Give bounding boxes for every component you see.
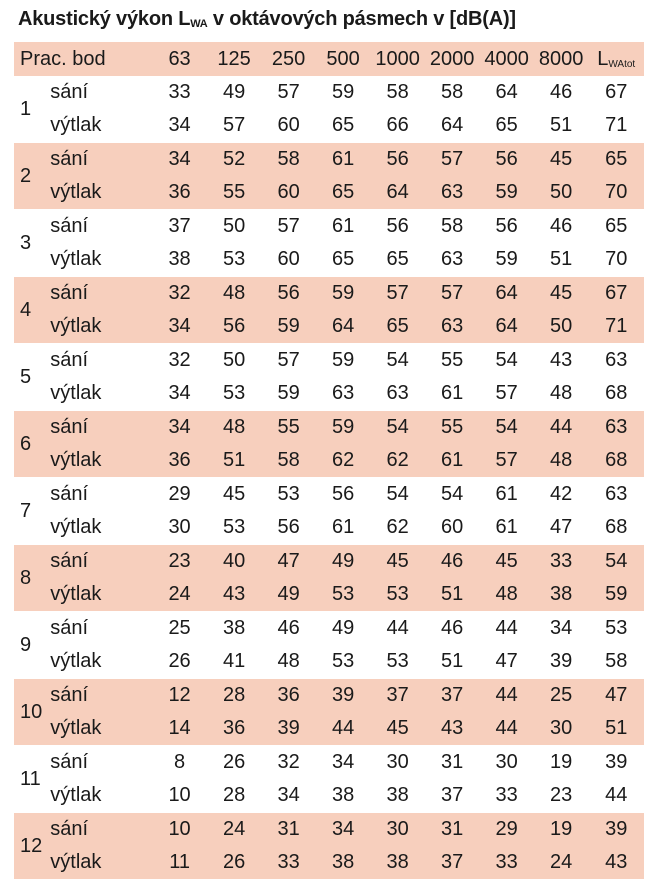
band-value-cell: 23 <box>534 779 589 813</box>
mode-label: sání <box>44 143 152 177</box>
band-value-cell: 28 <box>207 679 262 713</box>
band-value-cell: 60 <box>261 243 316 277</box>
band-value-cell: 37 <box>152 210 207 244</box>
band-value-cell: 53 <box>370 645 425 679</box>
band-value-cell: 24 <box>152 578 207 612</box>
band-value-cell: 54 <box>425 478 480 512</box>
band-value-cell: 45 <box>534 277 589 311</box>
band-value-cell: 24 <box>207 813 262 847</box>
band-value-cell: 24 <box>534 846 589 879</box>
title-text-end: v oktávových pásmech v [dB(A)] <box>208 8 516 30</box>
band-value-cell: 46 <box>534 210 589 244</box>
operating-point-number: 8 <box>14 545 44 612</box>
band-value-cell: 33 <box>479 846 534 879</box>
table-row <box>14 779 644 813</box>
band-value-cell: 37 <box>370 679 425 713</box>
band-value-cell: 63 <box>316 377 371 411</box>
band-value-cell: 52 <box>207 143 262 177</box>
band-value-cell: 33 <box>261 846 316 879</box>
band-value-cell: 53 <box>316 578 371 612</box>
band-value-cell: 32 <box>152 344 207 378</box>
band-value-cell: 57 <box>425 277 480 311</box>
band-value-cell: 53 <box>207 243 262 277</box>
header-row <box>14 42 644 76</box>
band-value-cell: 58 <box>425 210 480 244</box>
band-value-cell: 64 <box>479 76 534 109</box>
band-value-cell: 26 <box>152 645 207 679</box>
table-row <box>14 377 644 411</box>
band-value-cell: 48 <box>534 377 589 411</box>
table-row <box>14 478 644 512</box>
band-value-cell: 53 <box>316 645 371 679</box>
band-value-cell: 58 <box>261 143 316 177</box>
table-row <box>14 444 644 478</box>
operating-point-number: 6 <box>14 411 44 478</box>
table-row <box>14 746 644 780</box>
table-row <box>14 344 644 378</box>
band-value-cell: 54 <box>370 344 425 378</box>
band-value-cell: 34 <box>152 377 207 411</box>
band-value-cell: 56 <box>370 143 425 177</box>
band-value-cell: 55 <box>261 411 316 445</box>
band-value-cell: 57 <box>425 143 480 177</box>
band-value-cell: 44 <box>316 712 371 746</box>
band-value-cell: 30 <box>152 511 207 545</box>
total-value-cell: 65 <box>588 210 644 244</box>
band-value-cell: 63 <box>425 176 480 210</box>
header-band-125: 125 <box>207 42 262 76</box>
band-value-cell: 49 <box>207 76 262 109</box>
band-value-cell: 50 <box>534 176 589 210</box>
band-value-cell: 62 <box>316 444 371 478</box>
band-value-cell: 12 <box>152 679 207 713</box>
band-value-cell: 51 <box>425 578 480 612</box>
band-value-cell: 34 <box>152 411 207 445</box>
band-value-cell: 55 <box>207 176 262 210</box>
band-value-cell: 34 <box>316 813 371 847</box>
table-row <box>14 310 644 344</box>
band-value-cell: 55 <box>425 411 480 445</box>
band-value-cell: 36 <box>207 712 262 746</box>
band-value-cell: 47 <box>261 545 316 579</box>
band-value-cell: 26 <box>207 846 262 879</box>
band-value-cell: 14 <box>152 712 207 746</box>
total-value-cell: 71 <box>588 310 644 344</box>
band-value-cell: 38 <box>370 846 425 879</box>
band-value-cell: 51 <box>534 109 589 143</box>
total-value-cell: 71 <box>588 109 644 143</box>
band-value-cell: 53 <box>207 511 262 545</box>
table-row <box>14 578 644 612</box>
band-value-cell: 58 <box>261 444 316 478</box>
band-value-cell: 56 <box>207 310 262 344</box>
band-value-cell: 49 <box>316 612 371 646</box>
table-row <box>14 277 644 311</box>
band-value-cell: 43 <box>534 344 589 378</box>
header-total <box>588 42 644 76</box>
table-row <box>14 545 644 579</box>
band-value-cell: 34 <box>152 310 207 344</box>
total-value-cell: 59 <box>588 578 644 612</box>
band-value-cell: 31 <box>261 813 316 847</box>
band-value-cell: 63 <box>370 377 425 411</box>
operating-point-number: 1 <box>14 76 44 143</box>
band-value-cell: 56 <box>479 210 534 244</box>
band-value-cell: 57 <box>207 109 262 143</box>
band-value-cell: 53 <box>261 478 316 512</box>
band-value-cell: 49 <box>316 545 371 579</box>
band-value-cell: 33 <box>152 76 207 109</box>
band-value-cell: 55 <box>425 344 480 378</box>
header-total-subscript: WAtot <box>608 59 635 70</box>
operating-point-number: 3 <box>14 210 44 277</box>
band-value-cell: 50 <box>534 310 589 344</box>
band-value-cell: 59 <box>261 377 316 411</box>
band-value-cell: 28 <box>207 779 262 813</box>
mode-label: sání <box>44 746 152 780</box>
band-value-cell: 57 <box>261 76 316 109</box>
table-row <box>14 411 644 445</box>
band-value-cell: 51 <box>534 243 589 277</box>
band-value-cell: 30 <box>370 746 425 780</box>
band-value-cell: 38 <box>534 578 589 612</box>
table-row <box>14 846 644 879</box>
band-value-cell: 51 <box>207 444 262 478</box>
band-value-cell: 23 <box>152 545 207 579</box>
band-value-cell: 62 <box>370 444 425 478</box>
total-value-cell: 63 <box>588 344 644 378</box>
band-value-cell: 37 <box>425 779 480 813</box>
total-value-cell: 70 <box>588 176 644 210</box>
band-value-cell: 46 <box>534 76 589 109</box>
band-value-cell: 47 <box>534 511 589 545</box>
mode-label: výtlak <box>44 779 152 813</box>
band-value-cell: 65 <box>316 243 371 277</box>
mode-label: sání <box>44 210 152 244</box>
band-value-cell: 61 <box>425 444 480 478</box>
total-value-cell: 65 <box>588 143 644 177</box>
header-band-8000: 8000 <box>534 42 589 76</box>
band-value-cell: 30 <box>534 712 589 746</box>
band-value-cell: 10 <box>152 813 207 847</box>
band-value-cell: 32 <box>261 746 316 780</box>
band-value-cell: 29 <box>479 813 534 847</box>
band-value-cell: 46 <box>425 612 480 646</box>
band-value-cell: 44 <box>479 612 534 646</box>
band-value-cell: 44 <box>479 679 534 713</box>
mode-label: sání <box>44 411 152 445</box>
band-value-cell: 59 <box>479 176 534 210</box>
operating-point-number: 12 <box>14 813 44 879</box>
band-value-cell: 44 <box>479 712 534 746</box>
band-value-cell: 53 <box>207 377 262 411</box>
band-value-cell: 56 <box>479 143 534 177</box>
mode-label: výtlak <box>44 444 152 478</box>
table-row <box>14 210 644 244</box>
band-value-cell: 56 <box>261 277 316 311</box>
band-value-cell: 65 <box>316 109 371 143</box>
total-value-cell: 67 <box>588 76 644 109</box>
band-value-cell: 19 <box>534 813 589 847</box>
band-value-cell: 65 <box>370 310 425 344</box>
band-value-cell: 57 <box>261 344 316 378</box>
band-value-cell: 49 <box>261 578 316 612</box>
band-value-cell: 36 <box>152 444 207 478</box>
table-body <box>14 76 644 879</box>
band-value-cell: 57 <box>370 277 425 311</box>
band-value-cell: 45 <box>370 545 425 579</box>
band-value-cell: 54 <box>370 478 425 512</box>
band-value-cell: 32 <box>152 277 207 311</box>
band-value-cell: 45 <box>207 478 262 512</box>
mode-label: sání <box>44 344 152 378</box>
band-value-cell: 38 <box>207 612 262 646</box>
total-value-cell: 44 <box>588 779 644 813</box>
total-value-cell: 51 <box>588 712 644 746</box>
band-value-cell: 59 <box>316 76 371 109</box>
total-value-cell: 54 <box>588 545 644 579</box>
mode-label: sání <box>44 612 152 646</box>
band-value-cell: 44 <box>534 411 589 445</box>
mode-label: sání <box>44 478 152 512</box>
band-value-cell: 34 <box>534 612 589 646</box>
band-value-cell: 37 <box>425 679 480 713</box>
band-value-cell: 30 <box>370 813 425 847</box>
band-value-cell: 61 <box>316 511 371 545</box>
band-value-cell: 46 <box>425 545 480 579</box>
total-value-cell: 47 <box>588 679 644 713</box>
band-value-cell: 61 <box>479 478 534 512</box>
total-value-cell: 58 <box>588 645 644 679</box>
band-value-cell: 48 <box>207 411 262 445</box>
band-value-cell: 38 <box>370 779 425 813</box>
mode-label: sání <box>44 277 152 311</box>
band-value-cell: 57 <box>479 444 534 478</box>
band-value-cell: 33 <box>534 545 589 579</box>
band-value-cell: 63 <box>425 243 480 277</box>
table-row <box>14 813 644 847</box>
band-value-cell: 29 <box>152 478 207 512</box>
band-value-cell: 40 <box>207 545 262 579</box>
band-value-cell: 43 <box>207 578 262 612</box>
band-value-cell: 61 <box>425 377 480 411</box>
total-value-cell: 53 <box>588 612 644 646</box>
band-value-cell: 36 <box>261 679 316 713</box>
band-value-cell: 56 <box>370 210 425 244</box>
table-row <box>14 712 644 746</box>
band-value-cell: 64 <box>425 109 480 143</box>
operating-point-number: 7 <box>14 478 44 545</box>
table-row <box>14 645 644 679</box>
band-value-cell: 54 <box>479 411 534 445</box>
total-value-cell: 67 <box>588 277 644 311</box>
band-value-cell: 48 <box>207 277 262 311</box>
total-value-cell: 63 <box>588 478 644 512</box>
band-value-cell: 59 <box>261 310 316 344</box>
band-value-cell: 8 <box>152 746 207 780</box>
total-value-cell: 63 <box>588 411 644 445</box>
total-value-cell: 68 <box>588 511 644 545</box>
total-value-cell: 43 <box>588 846 644 879</box>
band-value-cell: 62 <box>370 511 425 545</box>
total-value-cell: 70 <box>588 243 644 277</box>
band-value-cell: 45 <box>479 545 534 579</box>
band-value-cell: 38 <box>316 779 371 813</box>
mode-label: sání <box>44 813 152 847</box>
mode-label: výtlak <box>44 243 152 277</box>
band-value-cell: 41 <box>207 645 262 679</box>
table-row <box>14 109 644 143</box>
band-value-cell: 11 <box>152 846 207 879</box>
title-text-start: Akustický výkon L <box>18 8 190 30</box>
band-value-cell: 59 <box>316 277 371 311</box>
band-value-cell: 60 <box>425 511 480 545</box>
band-value-cell: 57 <box>261 210 316 244</box>
band-value-cell: 60 <box>261 176 316 210</box>
band-value-cell: 39 <box>261 712 316 746</box>
header-band-1000: 1000 <box>370 42 425 76</box>
band-value-cell: 38 <box>316 846 371 879</box>
table-row <box>14 243 644 277</box>
band-value-cell: 54 <box>370 411 425 445</box>
band-value-cell: 31 <box>425 746 480 780</box>
operating-point-number: 9 <box>14 612 44 679</box>
acoustic-power-table <box>14 42 644 879</box>
table-row <box>14 76 644 109</box>
mode-label: sání <box>44 679 152 713</box>
operating-point-number: 4 <box>14 277 44 344</box>
band-value-cell: 64 <box>370 176 425 210</box>
band-value-cell: 30 <box>479 746 534 780</box>
band-value-cell: 51 <box>425 645 480 679</box>
band-value-cell: 39 <box>316 679 371 713</box>
header-band-250: 250 <box>261 42 316 76</box>
band-value-cell: 50 <box>207 210 262 244</box>
band-value-cell: 64 <box>316 310 371 344</box>
mode-label: sání <box>44 76 152 109</box>
band-value-cell: 34 <box>261 779 316 813</box>
header-band-500: 500 <box>316 42 371 76</box>
band-value-cell: 26 <box>207 746 262 780</box>
mode-label: výtlak <box>44 176 152 210</box>
band-value-cell: 59 <box>479 243 534 277</box>
table-row <box>14 176 644 210</box>
mode-label: výtlak <box>44 578 152 612</box>
mode-label: výtlak <box>44 846 152 879</box>
band-value-cell: 48 <box>479 578 534 612</box>
mode-label: sání <box>44 545 152 579</box>
band-value-cell: 59 <box>316 344 371 378</box>
band-value-cell: 53 <box>370 578 425 612</box>
operating-point-number: 10 <box>14 679 44 746</box>
band-value-cell: 43 <box>425 712 480 746</box>
header-band-4000: 4000 <box>479 42 534 76</box>
band-value-cell: 50 <box>207 344 262 378</box>
band-value-cell: 65 <box>479 109 534 143</box>
band-value-cell: 64 <box>479 277 534 311</box>
band-value-cell: 61 <box>479 511 534 545</box>
band-value-cell: 46 <box>261 612 316 646</box>
band-value-cell: 34 <box>316 746 371 780</box>
band-value-cell: 31 <box>425 813 480 847</box>
band-value-cell: 34 <box>152 143 207 177</box>
table-row <box>14 143 644 177</box>
band-value-cell: 66 <box>370 109 425 143</box>
band-value-cell: 65 <box>370 243 425 277</box>
total-value-cell: 39 <box>588 813 644 847</box>
band-value-cell: 25 <box>152 612 207 646</box>
band-value-cell: 64 <box>479 310 534 344</box>
table-row <box>14 612 644 646</box>
operating-point-number: 2 <box>14 143 44 210</box>
band-value-cell: 58 <box>425 76 480 109</box>
band-value-cell: 57 <box>479 377 534 411</box>
header-total-main: L <box>597 48 608 70</box>
band-value-cell: 63 <box>425 310 480 344</box>
band-value-cell: 58 <box>370 76 425 109</box>
band-value-cell: 45 <box>534 143 589 177</box>
mode-label: výtlak <box>44 109 152 143</box>
band-value-cell: 39 <box>534 645 589 679</box>
band-value-cell: 34 <box>152 109 207 143</box>
band-value-cell: 38 <box>152 243 207 277</box>
mode-label: výtlak <box>44 377 152 411</box>
band-value-cell: 65 <box>316 176 371 210</box>
total-value-cell: 39 <box>588 746 644 780</box>
band-value-cell: 56 <box>261 511 316 545</box>
band-value-cell: 59 <box>316 411 371 445</box>
band-value-cell: 61 <box>316 143 371 177</box>
band-value-cell: 47 <box>479 645 534 679</box>
band-value-cell: 37 <box>425 846 480 879</box>
operating-point-number: 5 <box>14 344 44 411</box>
mode-label: výtlak <box>44 645 152 679</box>
mode-label: výtlak <box>44 511 152 545</box>
band-value-cell: 42 <box>534 478 589 512</box>
band-value-cell: 19 <box>534 746 589 780</box>
table-row <box>14 511 644 545</box>
band-value-cell: 25 <box>534 679 589 713</box>
operating-point-number: 11 <box>14 746 44 813</box>
mode-label: výtlak <box>44 310 152 344</box>
band-value-cell: 10 <box>152 779 207 813</box>
header-band-2000: 2000 <box>425 42 480 76</box>
band-value-cell: 60 <box>261 109 316 143</box>
mode-label: výtlak <box>44 712 152 746</box>
table-row <box>14 679 644 713</box>
band-value-cell: 61 <box>316 210 371 244</box>
band-value-cell: 48 <box>261 645 316 679</box>
total-value-cell: 68 <box>588 444 644 478</box>
band-value-cell: 45 <box>370 712 425 746</box>
header-operating-point: Prac. bod <box>14 42 152 76</box>
band-value-cell: 33 <box>479 779 534 813</box>
band-value-cell: 48 <box>534 444 589 478</box>
table-title <box>18 8 516 31</box>
band-value-cell: 36 <box>152 176 207 210</box>
band-value-cell: 54 <box>479 344 534 378</box>
band-value-cell: 44 <box>370 612 425 646</box>
total-value-cell: 68 <box>588 377 644 411</box>
band-value-cell: 56 <box>316 478 371 512</box>
title-subscript: WA <box>190 18 207 30</box>
header-band-63: 63 <box>152 42 207 76</box>
